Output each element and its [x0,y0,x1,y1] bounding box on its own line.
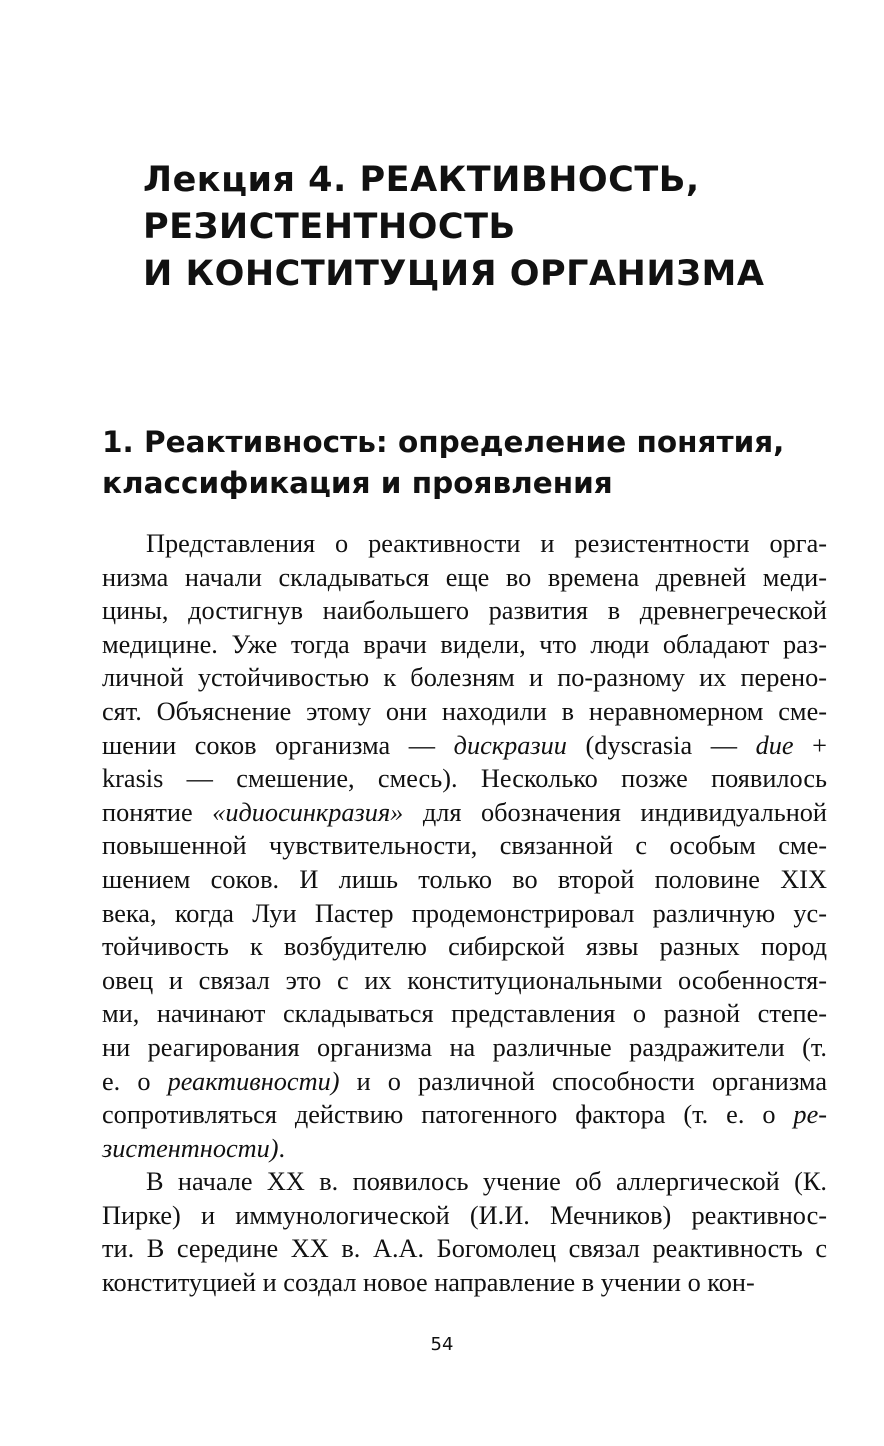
text-line [102,1199,827,1233]
text-segment: В начале XX в. появилось учение об аллергической (К. [146,1167,827,1197]
text-line [102,628,827,662]
text-segment: овец и связал это с их конституциональными особенностя- [102,965,827,995]
chapter-title-line: И КОНСТИТУЦИЯ ОРГАНИЗМА [143,254,765,294]
text-line [102,1266,827,1300]
text-line [102,863,827,897]
text-segment: повышенной чувствительности, связанной с особым сме- [102,831,827,861]
text-line [102,1031,827,1065]
text-line [102,1098,827,1132]
text-segment: ти. В середине XX в. А.А. Богомолец связал реактивность с [102,1234,827,1264]
text-segment: понятие [102,797,213,827]
text-line [102,1232,827,1266]
text-segment: низма начали складываться еще во времена древней меди- [102,562,827,592]
text-segment: века, когда Луи Пастер продемонстрировал различную ус- [102,898,827,928]
text-line [102,1132,827,1166]
text-line [102,964,827,998]
text-line [102,1165,827,1199]
italic-text: реактивности) [167,1066,340,1096]
text-line [102,561,827,595]
text-line [102,829,827,863]
text-line [102,762,827,796]
paragraph [102,527,827,1165]
text-segment: е. о [102,1066,168,1096]
text-segment: + [793,730,828,760]
text-segment: личной устойчивостью к болезням и по-разному их перено- [102,663,827,693]
text-segment: . [278,1133,286,1163]
body-text [102,527,827,1300]
italic-text: дискразии [453,730,567,760]
italic-text: зистентности) [102,1133,279,1163]
text-line [102,997,827,1031]
text-line [102,930,827,964]
section-title-line: классификация и проявления [102,466,613,500]
text-segment: цины, достигнув наибольшего развития в древнегреческой [102,596,827,626]
text-line [102,661,827,695]
text-segment: ми, начинают складываться представления о разной степе- [102,999,827,1029]
italic-text: ре- [793,1100,827,1130]
text-segment: Пирке) и иммунологической (И.И. Мечников) реактивнос- [102,1200,827,1230]
text-segment: ни реагирования организма на различные раздражители (т. [102,1032,827,1062]
text-segment: для обозначения индивидуальной [403,797,827,827]
text-line [102,796,827,830]
paragraph [102,1165,827,1299]
text-segment: и о различной способности организма [339,1066,827,1096]
chapter-title-line: РЕЗИСТЕНТНОСТЬ [143,207,516,247]
text-segment: krasis — смешение, смесь). Несколько позже появилось [102,764,827,794]
text-line [102,729,827,763]
text-line [102,695,827,729]
text-segment: конституцией и создал новое направление в учении о кон- [102,1268,755,1298]
text-segment: сят. Объяснение этому они находили в неравномерном сме- [102,696,827,726]
text-segment: сопротивляться действию патогенного фактора (т. е. о [102,1100,794,1130]
section-title-line: 1. Реактивность: определение понятия, [102,425,785,459]
section-title [102,422,842,504]
text-segment: Представления о реактивности и резистентности орга- [146,529,827,558]
text-segment: шении соков организма — [102,730,454,760]
page-number: 54 [430,1334,454,1355]
chapter-title-line: Лекция 4. РЕАКТИВНОСТЬ, [143,160,700,200]
italic-text: due [755,730,794,760]
text-line [102,527,827,561]
text-segment: (dyscrasia — [566,730,756,760]
chapter-title [143,157,843,298]
text-line [102,594,827,628]
text-segment: шением соков. И лишь только во второй половине XIX [102,864,827,894]
text-line [102,897,827,931]
text-line [102,1065,827,1099]
italic-text: «идиосинкразия» [212,797,404,827]
text-segment: медицине. Уже тогда врачи видели, что люди обладают раз- [102,629,827,659]
text-segment: тойчивость к возбудителю сибирской язвы разных пород [102,932,827,962]
